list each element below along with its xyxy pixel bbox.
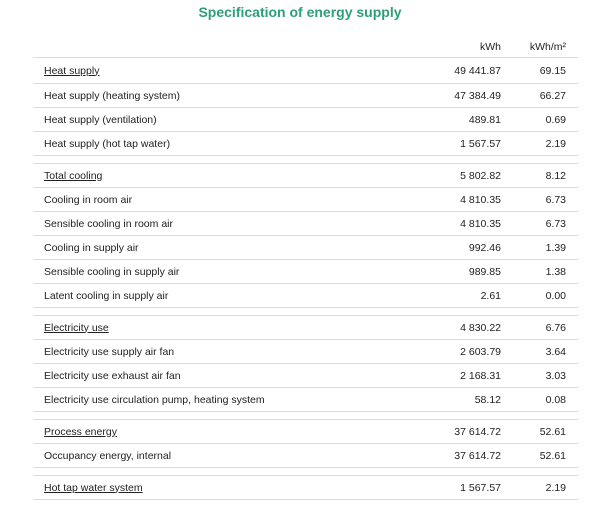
kwh-m2-value: 3.64	[513, 340, 578, 364]
section-header-row	[33, 164, 578, 188]
kwh-value: 4 810.35	[353, 212, 513, 236]
kwh-m2-value: 52.61	[513, 444, 578, 468]
section-header-row	[33, 316, 578, 340]
section-header-label	[33, 316, 353, 340]
column-header-kwh-m2: kWh/m²	[513, 37, 578, 58]
row-label: Cooling in room air	[33, 188, 353, 212]
gap-cell	[33, 308, 353, 316]
table-row	[33, 364, 578, 388]
kwh-m2-value: 6.73	[513, 188, 578, 212]
section-gap	[33, 156, 578, 164]
kwh-value: 4 810.35	[353, 188, 513, 212]
gap-cell	[513, 468, 578, 476]
row-label: Heat supply (heating system)	[33, 84, 353, 108]
gap-cell	[513, 156, 578, 164]
section-header-label	[33, 476, 353, 500]
table-row	[33, 84, 578, 108]
kwh-value: 489.81	[353, 108, 513, 132]
table-row	[33, 132, 578, 156]
kwh-value: 37 614.72	[353, 444, 513, 468]
section-header-label	[33, 164, 353, 188]
kwh-value: 1 567.57	[353, 476, 513, 500]
row-label: Cooling in supply air	[33, 236, 353, 260]
section-header-row	[33, 58, 578, 84]
table-row	[33, 188, 578, 212]
kwh-value: 2.61	[353, 284, 513, 308]
table-row	[33, 340, 578, 364]
table-row	[33, 108, 578, 132]
gap-cell	[33, 468, 353, 476]
row-label: Electricity use circulation pump, heating system	[33, 388, 353, 412]
kwh-m2-value: 66.27	[513, 84, 578, 108]
row-label: Sensible cooling in room air	[33, 212, 353, 236]
table-body	[33, 58, 578, 500]
gap-cell	[353, 308, 513, 316]
kwh-m2-value: 2.19	[513, 132, 578, 156]
kwh-value: 1 567.57	[353, 132, 513, 156]
section-title: Total cooling	[44, 169, 103, 182]
kwh-value: 2 168.31	[353, 364, 513, 388]
section-title: Heat supply	[44, 64, 100, 77]
section-header-label	[33, 58, 353, 84]
table-row	[33, 260, 578, 284]
kwh-value: 989.85	[353, 260, 513, 284]
row-label: Latent cooling in supply air	[33, 284, 353, 308]
table-row	[33, 236, 578, 260]
row-label: Electricity use exhaust air fan	[33, 364, 353, 388]
kwh-value: 4 830.22	[353, 316, 513, 340]
gap-cell	[353, 156, 513, 164]
section-gap	[33, 308, 578, 316]
column-header-blank	[33, 37, 353, 58]
table-row	[33, 388, 578, 412]
table-row	[33, 284, 578, 308]
gap-cell	[33, 156, 353, 164]
kwh-m2-value: 6.73	[513, 212, 578, 236]
kwh-m2-value: 0.69	[513, 108, 578, 132]
kwh-m2-value: 2.19	[513, 476, 578, 500]
kwh-value: 5 802.82	[353, 164, 513, 188]
kwh-value: 47 384.49	[353, 84, 513, 108]
table-header-row	[33, 37, 578, 58]
kwh-value: 58.12	[353, 388, 513, 412]
kwh-m2-value: 1.38	[513, 260, 578, 284]
gap-cell	[513, 412, 578, 420]
section-title: Electricity use	[44, 321, 109, 334]
kwh-value: 992.46	[353, 236, 513, 260]
kwh-m2-value: 0.00	[513, 284, 578, 308]
row-label: Heat supply (ventilation)	[33, 108, 353, 132]
table-row	[33, 444, 578, 468]
row-label: Electricity use supply air fan	[33, 340, 353, 364]
section-title: Process energy	[44, 425, 117, 438]
gap-cell	[33, 412, 353, 420]
section-header-row	[33, 420, 578, 444]
table-row	[33, 212, 578, 236]
kwh-m2-value: 69.15	[513, 58, 578, 84]
kwh-m2-value: 0.08	[513, 388, 578, 412]
kwh-m2-value: 8.12	[513, 164, 578, 188]
gap-cell	[353, 412, 513, 420]
gap-cell	[353, 468, 513, 476]
page-title: Specification of energy supply	[198, 4, 402, 20]
row-label: Heat supply (hot tap water)	[33, 132, 353, 156]
kwh-value: 2 603.79	[353, 340, 513, 364]
kwh-m2-value: 6.76	[513, 316, 578, 340]
kwh-value: 49 441.87	[353, 58, 513, 84]
section-header-row	[33, 476, 578, 500]
section-header-label	[33, 420, 353, 444]
section-gap	[33, 468, 578, 476]
gap-cell	[513, 308, 578, 316]
row-label: Occupancy energy, internal	[33, 444, 353, 468]
kwh-value: 37 614.72	[353, 420, 513, 444]
kwh-m2-value: 52.61	[513, 420, 578, 444]
column-header-kwh: kWh	[353, 37, 513, 58]
section-gap	[33, 412, 578, 420]
section-title: Hot tap water system	[44, 481, 143, 494]
row-label: Sensible cooling in supply air	[33, 260, 353, 284]
kwh-m2-value: 3.03	[513, 364, 578, 388]
kwh-m2-value: 1.39	[513, 236, 578, 260]
energy-supply-table	[33, 37, 578, 500]
